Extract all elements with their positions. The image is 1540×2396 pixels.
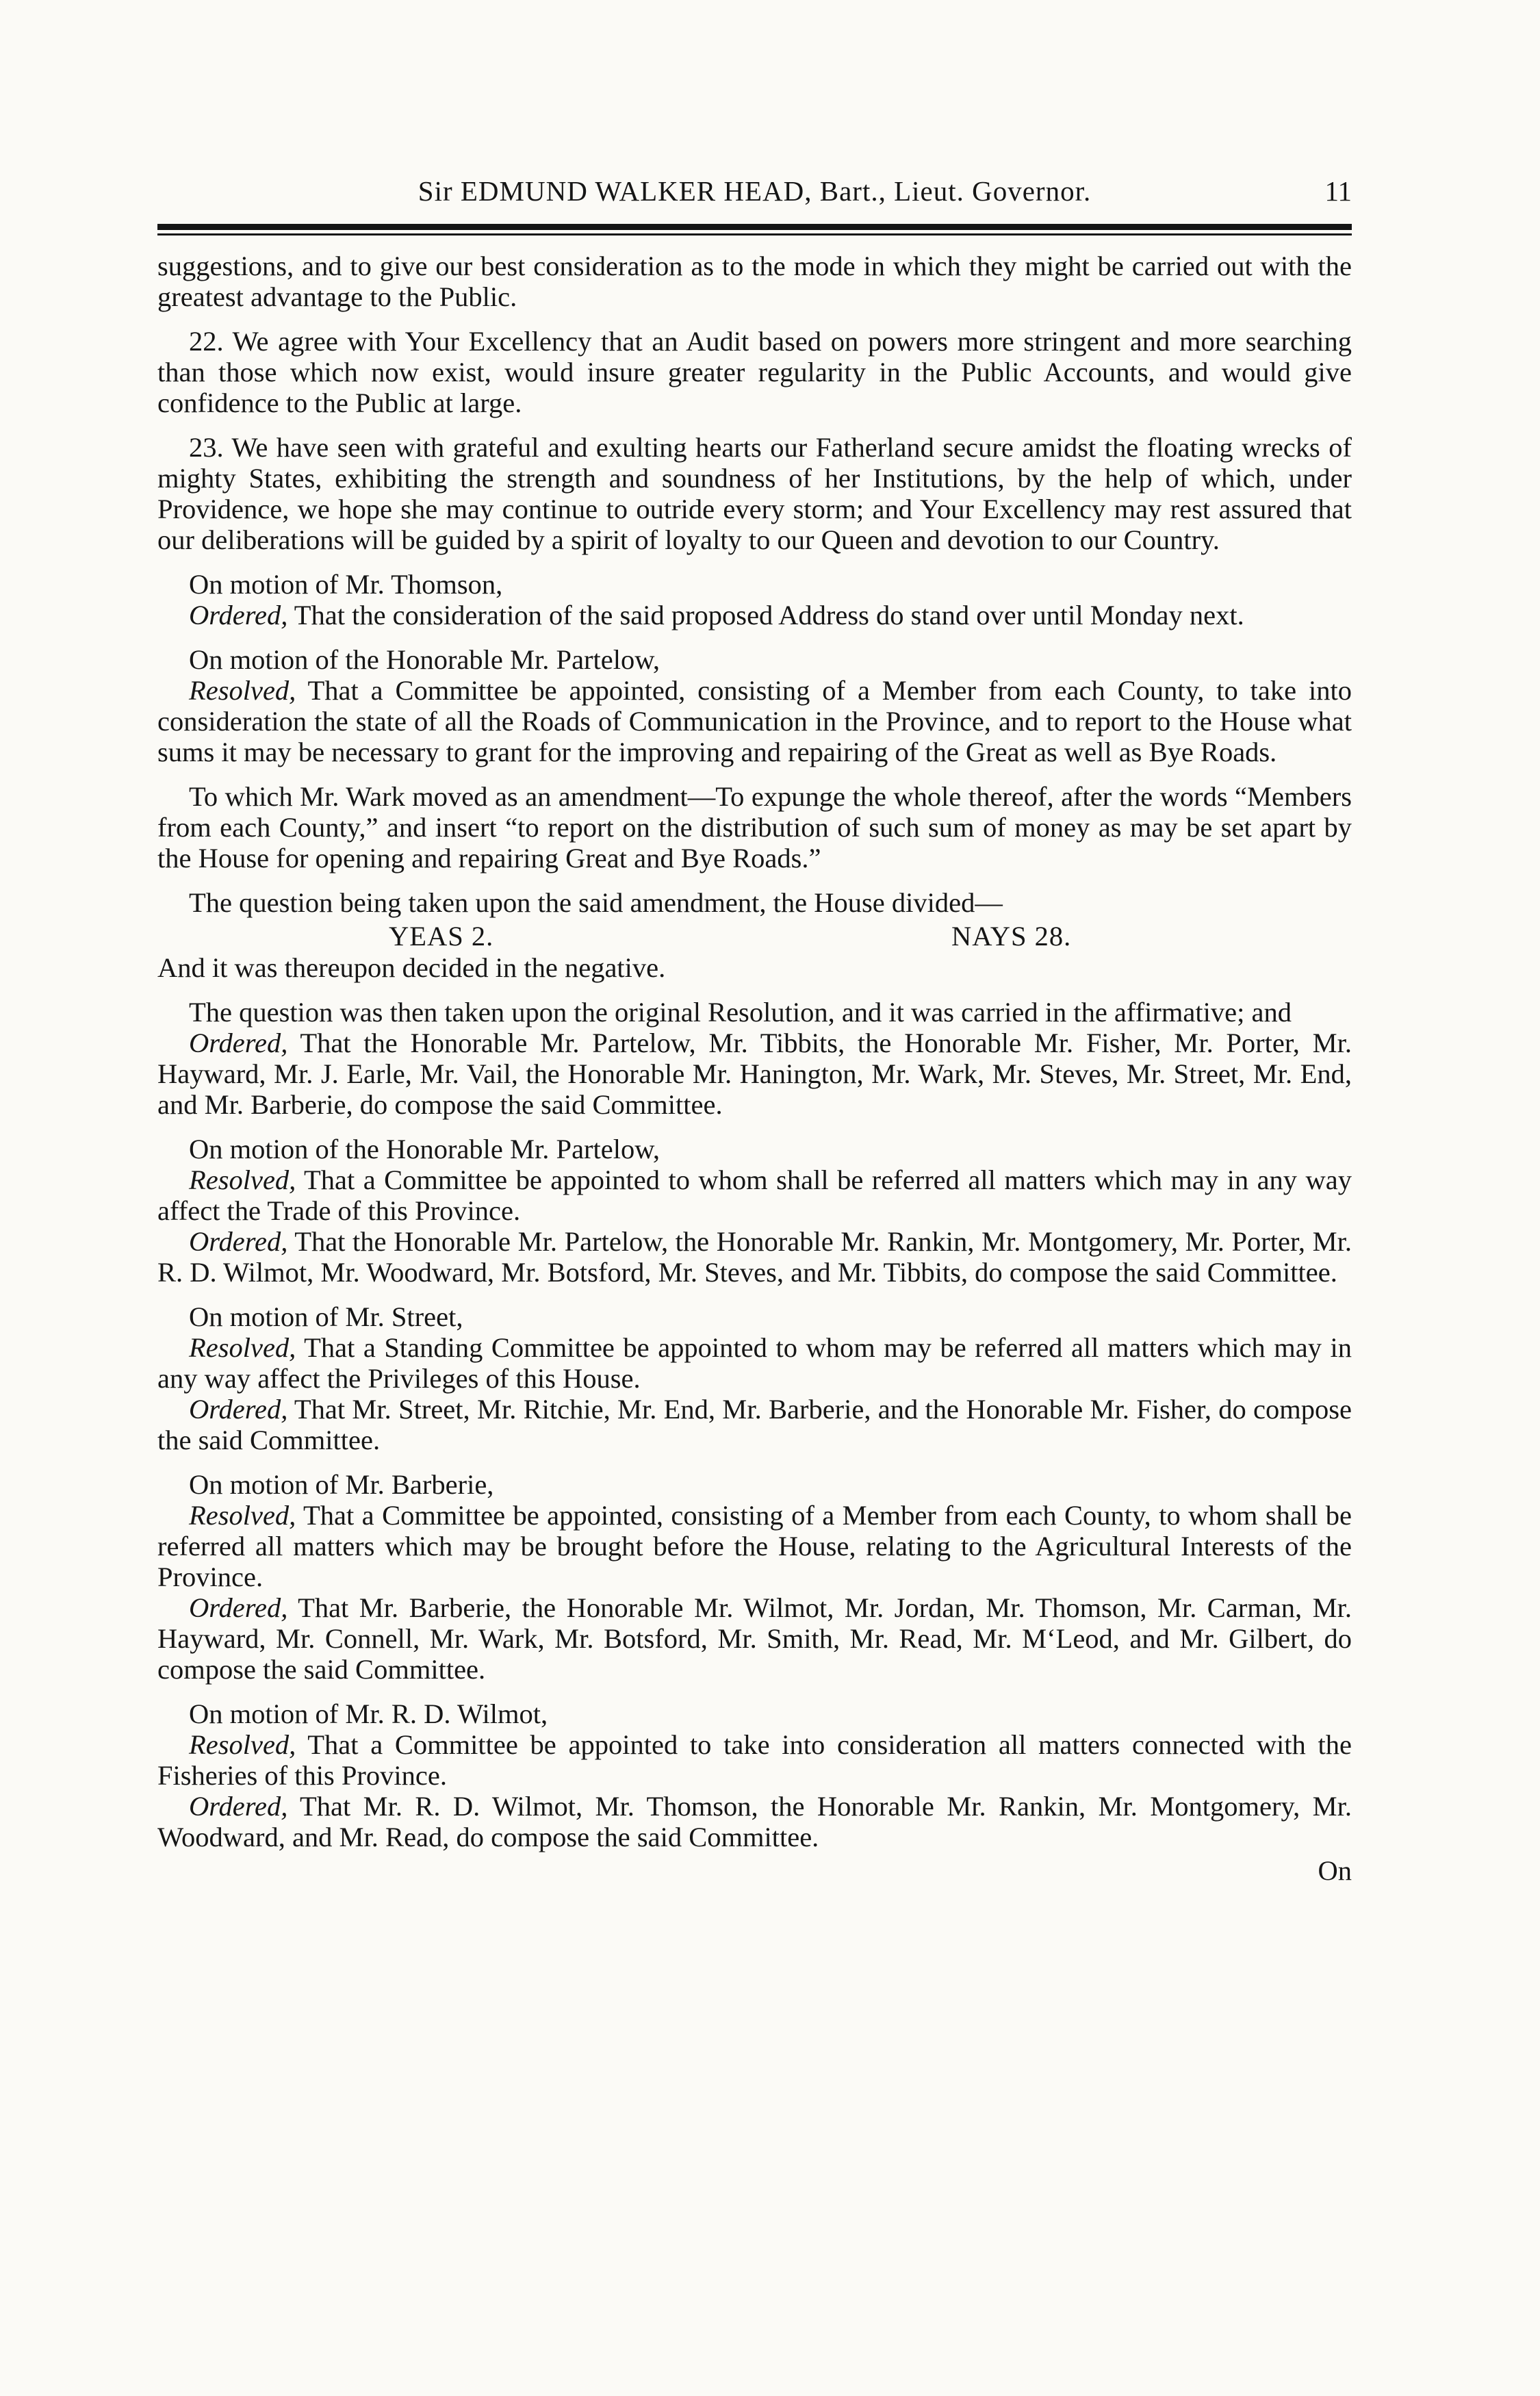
resolved-privileges (157, 1332, 1352, 1394)
motion-street: On motion of Mr. Street, (189, 1301, 463, 1332)
ordered-privileges-committee (157, 1394, 1352, 1455)
nays-count: NAYS 28. (951, 921, 1072, 952)
resolved-text: That a Committee be appointed, consisting of a Member from each County, to whom shall be referred all matters which may be brought before the House, relating to the Agricultural Interests of the Province. (157, 1500, 1352, 1592)
motion-partelow-trade: On motion of the Honorable Mr. Partelow, (189, 1134, 660, 1164)
resolved-text: That a Standing Committee be appointed to whom may be referred all matters which may in any way affect the Privileges of this House. (157, 1332, 1352, 1394)
amendment-wark: To which Mr. Wark moved as an amendment—To expunge the whole thereof, after the words “Members from each County,” and insert “to report on the distribution of such sum of money as may be set apart by the House for opening and repairing Great and Bye Roads.” (157, 781, 1352, 874)
paragraph-22: 22. We agree with Your Excellency that an Audit based on powers more stringent and more searching than those which now exist, would insure greater regularity in the Public Accounts, and would give confidence to the Public at large. (157, 326, 1352, 418)
resolved-label: Resolved, (189, 1500, 296, 1531)
yeas-count: YEAS 2. (389, 921, 494, 952)
question-amendment: The question being taken upon the said amendment, the House divided— (189, 887, 1003, 918)
header-rule-thin (157, 233, 1352, 235)
motion-wilmot: On motion of Mr. R. D. Wilmot, (189, 1698, 548, 1729)
motion-partelow-roads: On motion of the Honorable Mr. Partelow, (189, 644, 660, 675)
ordered-roads-committee (157, 1028, 1352, 1120)
resolved-text: That a Committee be appointed to whom shall be referred all matters which may in any way affect the Trade of this Province. (157, 1164, 1352, 1226)
motion-thomson: On motion of Mr. Thomson, (189, 569, 503, 600)
question-original: The question was then taken upon the original Resolution, and it was carried in the affirmative; and (189, 997, 1292, 1028)
ordered-text: That the Honorable Mr. Partelow, the Honorable Mr. Rankin, Mr. Montgomery, Mr. Porter, Mr. R. D. Wilmot, Mr. Woodward, Mr. Botsford, Mr. Steves, and Mr. Tibbits, do compose the said Committee. (157, 1226, 1352, 1288)
decided-negative: And it was thereupon decided in the negative. (157, 952, 666, 983)
motion-barberie: On motion of Mr. Barberie, (189, 1469, 494, 1500)
ordered-label: Ordered, (189, 1028, 288, 1058)
resolved-fisheries (157, 1729, 1352, 1791)
catchword: On (1318, 1855, 1352, 1886)
resolved-label: Resolved, (189, 675, 296, 706)
ordered-label: Ordered, (189, 1226, 288, 1257)
resolved-agriculture (157, 1500, 1352, 1592)
page-number: 11 (1324, 175, 1352, 207)
paragraph-23: 23. We have seen with grateful and exulting hearts our Fatherland secure amidst the floating wrecks of mighty States, exhibiting the strength and soundness of her Institutions, by the help of which, under Providence, we hope she may continue to outride every storm; and Your Excellency may rest assured that our deliberations will be guided by a spirit of loyalty to our Queen and devotion to our Country. (157, 432, 1352, 555)
ordered-trade-committee (157, 1226, 1352, 1288)
ordered-address (157, 600, 1352, 630)
resolved-text: That a Committee be appointed to take into consideration all matters connected with the Fisheries of this Province. (157, 1729, 1352, 1791)
ordered-text: That Mr. Barberie, the Honorable Mr. Wilmot, Mr. Jordan, Mr. Thomson, Mr. Carman, Mr. Hayward, Mr. Connell, Mr. Wark, Mr. Botsford, Mr. Smith, Mr. Read, Mr. M‘Leod, and Mr. Gilbert, do compose the said Committee. (157, 1592, 1352, 1685)
ordered-agriculture-committee (157, 1592, 1352, 1685)
header-rule-thick (157, 224, 1352, 230)
resolved-trade (157, 1164, 1352, 1226)
resolved-label: Resolved, (189, 1164, 296, 1195)
running-header (157, 175, 1352, 222)
ordered-text: That Mr. Street, Mr. Ritchie, Mr. End, Mr. Barberie, and the Honorable Mr. Fisher, do compose the said Committee. (157, 1394, 1352, 1455)
ordered-label: Ordered, (189, 1592, 288, 1623)
ordered-fisheries-committee (157, 1791, 1352, 1852)
ordered-label: Ordered, (189, 1394, 288, 1425)
ordered-text: That the Honorable Mr. Partelow, Mr. Tibbits, the Honorable Mr. Fisher, Mr. Porter, Mr. Hayward, Mr. J. Earle, Mr. Vail, the Honorable Mr. Hanington, Mr. Wark, Mr. Steves, Mr. Street, Mr. End, and Mr. Barberie, do compose the said Committee. (157, 1028, 1352, 1120)
resolved-label: Resolved, (189, 1332, 296, 1363)
document-page (157, 175, 1352, 1886)
paragraph-continuation: suggestions, and to give our best consideration as to the mode in which they might be carried out with the greatest advantage to the Public. (157, 251, 1352, 312)
resolved-text: That a Committee be appointed, consisting of a Member from each County, to take into consideration the state of all the Roads of Communication in the Province, and to report to the House what sums it may be necessary to grant for the improving and repairing of the Great as well as Bye Roads. (157, 675, 1352, 767)
resolved-label: Resolved, (189, 1729, 296, 1760)
division-votes (157, 921, 1352, 952)
ordered-label: Ordered, (189, 600, 288, 630)
ordered-text: That the consideration of the said proposed Address do stand over until Monday next. (287, 600, 1244, 630)
ordered-text: That Mr. R. D. Wilmot, Mr. Thomson, the Honorable Mr. Rankin, Mr. Montgomery, Mr. Woodward, and Mr. Read, do compose the said Committee. (157, 1791, 1352, 1852)
ordered-label: Ordered, (189, 1791, 288, 1822)
resolved-roads (157, 675, 1352, 767)
header-title: Sir EDMUND WALKER HEAD, Bart., Lieut. Governor. (418, 175, 1092, 207)
